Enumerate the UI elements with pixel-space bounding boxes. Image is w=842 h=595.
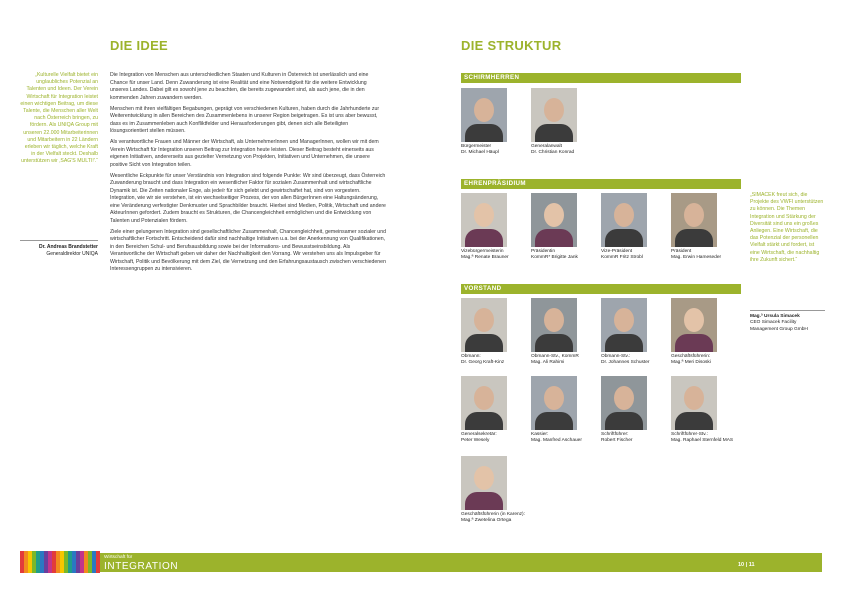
person-card — [531, 193, 595, 261]
person-card — [601, 193, 665, 261]
person-card — [531, 298, 595, 366]
paragraph: Die Integration von Menschen aus unterschiedlichen Staaten und Kulturen in Österreich ist unerlässlich und eine Chance für unser Land. Denn Zuwanderung ist eine Realität und eine Notwendigkeit für die weitere Entwicklung unseres Landes. Dabei gilt es sowohl jene zu beachten, die bereits zugewandert sind, als auch jene, die in den kommenden Jahren zuwandern werden. — [110, 72, 369, 101]
person-caption: Geschäftsführerin (in Karenz): Mag.ª Zwetelina Ortega — [461, 512, 525, 524]
person-caption: Schriftführer: Robert Fischer — [601, 432, 633, 444]
person-caption: Obmann: Dr. Georg Kraft-Kinz — [461, 354, 505, 366]
person-card — [601, 376, 665, 444]
page-number: 10 | 11 — [738, 562, 755, 568]
section-band-vorstand: VORSTAND — [461, 284, 741, 294]
portrait-photo — [461, 298, 507, 352]
page-heading-idee: DIE IDEE — [110, 38, 169, 53]
portrait-photo — [671, 376, 717, 430]
divider — [20, 240, 98, 241]
portrait-photo — [461, 376, 507, 430]
person-card — [531, 88, 595, 156]
portrait-photo — [531, 193, 577, 247]
portrait-photo — [461, 193, 507, 247]
section-band-schirmherren: SCHIRMHERREN — [461, 73, 741, 83]
person-card — [671, 193, 735, 261]
paragraph: Wesentliche Eckpunkte für unser Verständnis von Integration sind folgende Punkte: Wir sind überzeugt, dass Österreich Zuwanderung braucht und dass Integration ein wesentlicher Faktor für sozialen Zusammenhalt und wirtschaftliche Dynamik ist. Die Zeiten nationaler Enge, als jede/r für sich gelebt und gewirtschaftet hat, sind von vorgestern. Integration, wie wir sie verstehen, ist ein wechselseitiger Prozess, der von allen BürgerInnen eine Haltungsänderung, eine Veränderung verfestigter Denkmuster und Sprachbilder braucht. Hierbei sind Medien, Politik, Wirtschaft und andere AkteurInnen gefordert. Zudem braucht es Strukturen, die Chancengleichheit ermöglichen und die Entwicklung von Talenten und Potenzialen fördern. — [110, 172, 386, 224]
author-name: Dr. Andreas Brandstetter — [39, 244, 98, 250]
person-card — [601, 298, 665, 366]
person-caption: Bürgermeister Dr. Michael Häupl — [461, 144, 499, 156]
person-caption: Präsident Mag. Erwin Hameseder — [671, 249, 722, 261]
section-band-ehrenpraesidium: EHRENPRÄSIDIUM — [461, 179, 741, 189]
person-card — [461, 456, 525, 524]
portrait-photo — [671, 298, 717, 352]
logo-big-text: INTEGRATION — [104, 560, 179, 572]
quote-author — [20, 240, 98, 258]
person-caption: Generalanwalt Dr. Christian Konrad — [531, 144, 575, 156]
portrait-photo — [671, 193, 717, 247]
person-caption: Generalsekretär: Peter Wesely — [461, 432, 497, 444]
logo-stripes — [20, 551, 100, 573]
person-card — [461, 193, 525, 261]
page-heading-struktur: DIE STRUKTUR — [461, 38, 562, 53]
person-card — [461, 376, 525, 444]
brand-logo — [104, 555, 178, 572]
author-title: CEO Simacek Facility Management Group GmbH — [750, 320, 808, 332]
paragraph: Menschen mit ihren vielfältigen Begabungen, geprägt von verschiedenen Kulturen, haben durch die Jahrhunderte zur Weiterentwicklung in allen Bereichen des Zusammenlebens in unserer Region beigetragen. Es ist uns aber bewusst, dass es im Zusammenleben auch Konfliktfelder und Herausforderungen gibt, denen sich alle Beteiligten lösungsorientiert stellen müssen. — [110, 105, 380, 134]
author-name: Mag.ª Ursula Simacek — [750, 314, 800, 319]
sidebar-quote: „Kulturelle Vielfalt bietet ein unglaubliches Potenzial an Talenten und Ideen. Der Verein Wirtschaft für Integration leistet einen wichtigen Beitrag, um diese Talente, die Menschen aller Welt nach Österreich bringen, zu fördern. Als UNIQA Group mit unseren 22.000 Mitarbeiterinnen und Mitarbeitern in 22 Ländern erleben wir täglich, welche Kraft in der Vielfalt steckt. Deshalb unterstützen wir ‚SAG'S MULTI!'.“ — [20, 72, 98, 165]
person-caption: Schriftführer-Stv.: Mag. Raphael Sternfeld MAS — [671, 432, 734, 444]
person-card — [531, 376, 595, 444]
person-caption: Obmann-Stv., KommR Mag. Ali Rahimi — [531, 354, 579, 366]
portrait-photo — [461, 456, 507, 510]
paragraph: Ziele einer gelungenen Integration sind gesellschaftlicher Zusammenhalt, Chancengleichheit, gemeinsamer sozialer und wirtschaftlicher Fortschritt. Entscheidend dafür sind nachhaltige Initiativen u.a. bei der Anerkennung von Qualifikationen, in den Bereichen Schul- und Berufsausbildung sowie bei der Informations- und Bewusstseinsbildung. Als Verantwortliche der Wirtschaft geben wir daher der Nachhaltigkeit den Vorrang. Wir verstehen uns als Impulsgeber für Wirtschaft, Politik und Bevölkerung mit dem Ziel, die Vernetzung und den Erfahrungsaustausch zwischen verschiedenen Interessengruppen zu intensivieren. — [110, 228, 386, 272]
person-caption: Obmann-Stv.: Dr. Johannes Schuster — [601, 354, 650, 366]
divider — [750, 310, 825, 311]
logo-small-text: Wirtschaft für — [104, 555, 133, 560]
person-card — [461, 88, 525, 156]
portrait-photo — [531, 376, 577, 430]
author-title: Generaldirektor UNIQA — [46, 251, 98, 257]
portrait-photo — [601, 193, 647, 247]
portrait-photo — [531, 298, 577, 352]
person-caption: Präsidentin KommR* Brigitte Jank — [531, 249, 578, 261]
portrait-photo — [601, 376, 647, 430]
portrait-photo — [461, 88, 507, 142]
person-caption: Vizebürgermeisterin Mag.ª Renate Brauner — [461, 249, 509, 261]
portrait-photo — [601, 298, 647, 352]
person-card — [671, 298, 735, 366]
person-card — [461, 298, 525, 366]
paragraph: Als verantwortliche Frauen und Männer der Wirtschaft, als UnternehmerInnen und ManagerInnen, wollen wir mit dem Verein Wirtschaft für Integration unseren Beitrag zur Integration heute leisten. Dieser Beitrag besteht einerseits aus eigenen Initiativen, andererseits aus gezielter Vernetzung von Projekten, Initiativen und Unternehmen, die unsere positive Sicht von Integration teilen. — [110, 139, 379, 168]
portrait-photo — [531, 88, 577, 142]
body-text — [110, 72, 386, 277]
person-card — [671, 376, 735, 444]
sidebar-quote-right: „SIMACEK freut sich, die Projekte des VWFI unterstützen zu können. Die Themen Integration und Stärkung der Diversität sind uns ein großes Anliegen. Eine Wirtschaft, die das Potenzial der personellen Vielfalt stärkt und fordert, ist eine Wirtschaft, die nachhaltig ihre Zukunft sichert.“ — [750, 192, 824, 263]
person-caption: Kassier: Mag. Manfred Aschauer — [531, 432, 582, 444]
person-caption: Vize-Präsident KommR Fritz Strobl — [601, 249, 643, 261]
person-caption: Geschäftsführerin: Mag.ª Meri Disoski — [671, 354, 711, 366]
quote-author-right — [750, 310, 825, 333]
